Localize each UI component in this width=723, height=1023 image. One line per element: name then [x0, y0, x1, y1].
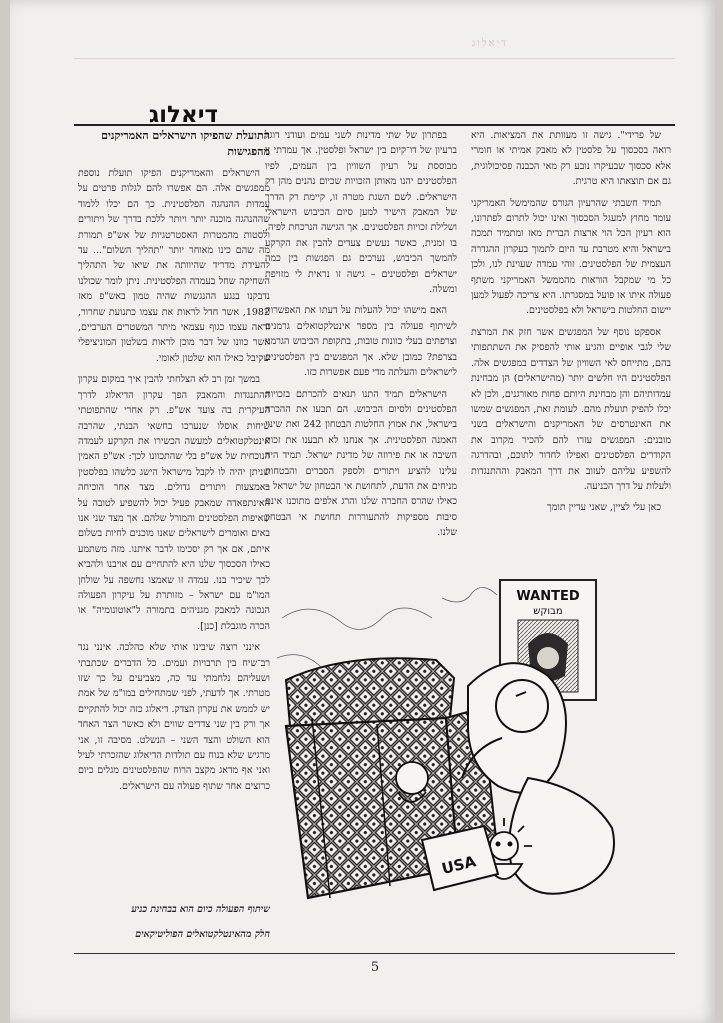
paragraph: הישראלים והאמריקנים הפיקו תועלת נוספת ממפגשים אלה. הם אפשרו להם לגלות פרטים על עמדות ההנהגה הפלסטינית. כך הם יכלו ללמוד שההנהגה מוכנה יותר ויותר ללכת בדרך של ויתורים ולסטות מהמטרות האסטרטגיות של אש"פ תמורת מה שהם כינו מאוחר יותר "תהליך השלום"... עד להעידת מדריד שהיוותה את שיאו של התהליך השחיקה שחל בעמדה הפלסטינית. ניתן לומר שכולנו נדבקנו בנגע ההנגשות שהיה טמון באש"פ מאז 1982, אשר חדל לראות את עצמו כתנועת שחרור, וראה עצמו כגוף עצמאי מיתר המשטרים הערביים, אשר כוונו של דבר מוכן לראות בשלטון המוניציפלי שקיבל כאילו הוא שלטון לאומי. — [78, 168, 270, 364]
closing-line: חלק מהאינטלקטואלים הפוליטיקאים — [135, 929, 270, 940]
paragraph: בפתרון של שתי מדינות לשני עמים ועודני דוגל ברעיון של דו־קיום בין ישראל ופלסטין. אך עמדתי זו מבוססת על רעיון השוויון בין העמים, לפיו הפלסטינים יהנו מאותן הזכויות שכיום נהנים מהן רק הישראלים. לשם השגת מטרה זו, קיימת רק הדרך של המאבק הישיר למען סיום הכיבוש הישראלי ושלילת זכויות הפלסטינים. אך הגישה הנרכחת לפיה, בו זמנית, כאשר נעשים צעדים להבין את הקרקע להמשך הכיבוש, נערכים גם הפגשות בין כמה ישראלים ופלסטינים – גישה זו נראית לי מזויפת ומשלה. — [265, 130, 457, 296]
paragraph: תמיד חשבתי שהרעיון הגורס שהמימשל האמריקני עומד מחוץ למעגל הסכסוך ואינו יכול לתרום לפתרונו, הוא רעיון הכל הוי ארצות הברית מאז ומתמיד תמכה בישראל והיא מטרבת עד היום לתמוך בעקרון ההגדרה העצמית של הפלסטינים. זוהי עמדה שעוינת לנו, ולכן כל מי שמקבל הוראות מהממשל האמריקני משתף פעולה איתו או פועל במסגרתו. היא צריכה לפעול למען יישום החלטות בישראל ולא בפלסטינים. — [471, 197, 671, 317]
paragraph: של פרידי". גישה זו מעוותת את המציאות. היא רואה בסכסוך על פלסטין לא מאבק אמיתי או חומרי אלא סכסוך שבעיקרו נובע רק מאי הכבנה פסיכולוגית, גם אם תוצאתו היא טרגית. — [471, 130, 671, 188]
right-column — [471, 128, 671, 588]
paragraph: במשך זמן רב לא הצלחתי להבין איך במקום עקרון ההתנגדות והמאבק הפך עקרון הדיאלוג לדרך העיקרית בה צועד אש"פ. רק אחרי שהתפוטתי שיחות אוסלו שנערכו בחשאי הבנתי, שהרבה אינטלקטואלים למעשה הכשירו את הקרקע לעמדה הנוכחית של אש"פ בלי שהתכוונו לכך: אש"פ האמין שניתן יהיה לו לקבל מישראל הישג כלשהו בפלסטין באמצעות ויתורים גדולים. מצד אחר הוכיחה האינתפאדה שמאבק פעיל יכול להשפיע לטובה על שאיפות הפלסטינים והמורל שלהם. אך מצד שני אנו באים ואומרים לישראלים שאנו מוכנים לחיות בשלום איתם, אם אך רק יסכימו לדבר איתנו. מזה משתמע כאילו הסכסוך שלנו היא להתחיים עם אויבנו ולהביא לכך שיכיר בנו. עמדה זו שאמצו נחשפה על שולחן המו"מ עם ישראל – מזותרת על עיקרון הפעולה הנכונה למאבק מגניהים בתמורה ל"אוטונומיה" או הכרה מוגבלת [כנן]. — [78, 374, 270, 632]
sack-label: USA — [439, 852, 478, 879]
middle-column — [265, 128, 457, 583]
bottom-rule — [74, 953, 675, 954]
left-column — [78, 128, 270, 893]
paragraph: האם מישהו יכול להעלות על דעתו את האפשרות לשיתוף פעולה בין מספר אינטלקטואלים גרמנים וצרפתים בעלי כוונות טובות, בתקופת הכיבוש הגרמני בצרפת? כמובן שלא. אך המפגשים בין הפלסטינים לישראלים והעלתה מדי פעם אפשרות כזו. — [265, 305, 457, 379]
paragraph: כאן עלי לציין, שאני עדיין תומך — [547, 502, 661, 514]
poster-caption: WANTED — [516, 589, 580, 604]
top-rule — [74, 124, 675, 126]
paragraph: אינני רוצה שיבינו אותי שלא כהלכה. אינני נגד רב־שיח בין תרבויות ועמים. כל הדברים שכתבתי ושעליהם נלחמתי עד כה, מצביעים על כך שזו מטרתי. אך לדעתי, לפני שמתחילים במו"מ של אמת יש לממש את עקרון הצדק. דיאלוג כזה יכול להתקיים אך ורק בין שני צדדים שווים ולא כאשר הצד האחד הוא השולט והצד השני – הנשלט. מסיבה זו, אני מרגיש שלא בנוח עם תולדות הדיאלוג שהזכרתי לעיל ואני אף מדאג מקצב הרוח שהפלסטינים מגלים כיום כרוצים אחר שתוף פעולה עם הישראלים. — [78, 642, 270, 792]
section-title: דיאלוג — [148, 102, 218, 128]
faint-header-rule — [74, 58, 675, 59]
cartoon-illustration — [272, 578, 634, 926]
page-number: 5 — [370, 960, 380, 975]
faint-running-head: דיאלוג — [472, 38, 508, 49]
paragraph: אספקט נוסף של המפגשים אשר חזק את המרצת שלי לגבי אופיים והגיע אותי להפסיק את השתתפותי בהם, מתייחס לאי השוויון של הצדדים במפגשים אלה. הפלסטינים היו חלשים יותר (מהישראלים) הן מבחינת עמדותיהם והן מבחינת היותם פחות מאורגנים, ולכן לא יכלו להפיק תועלת מהם. לעומת זאת, המפגשים שמשו את האינטרסים של האמריקנים והישראלים בשני מובנים: המפגשים עזרו להם להכיר מקרוב את הקודרים הפלסטינים ואפילו לחדור לתוכם, ובהדרגה להשפיע עליהם לעזוב את דרך המאבק וההתנגדות ולעלות על דרך הכניעה. — [471, 326, 671, 492]
poster-subtitle: מבוקש — [533, 606, 563, 617]
column-heading: התועלת שהפיקו הישראלים האמריקנים מהפגישות — [101, 129, 270, 158]
closing-line: שיתוף הפעולה כיום הוא בבחינת כניע — [131, 904, 270, 915]
closing-lines — [78, 902, 270, 952]
paragraph: הישראלים תמיד התנו תנאים להכרתם בזכויות הפלסטינים ולסיום הכיבוש. הם תבעו את ההכרה בישראל, את אמוץ החלטות הבטחון 242 ואת שינוי האמנה הפלסטינית. אך אנחנו לא תבענו את זכות השיבה או את פירוזה של מדינת ישראל. תמיד היה עלינו להציע ויתורים ולספק הסברים והבטחות מניחים את הדעת, לתחושת אי הבטחון של ישראל – כאילו שהרס החברה שלנו והרג אלפים מתוכנו אינם סיבות מספיקות להתעוררות תחושת אי הבטחון שלנו. — [265, 388, 457, 539]
page-sheet — [10, 0, 715, 1023]
